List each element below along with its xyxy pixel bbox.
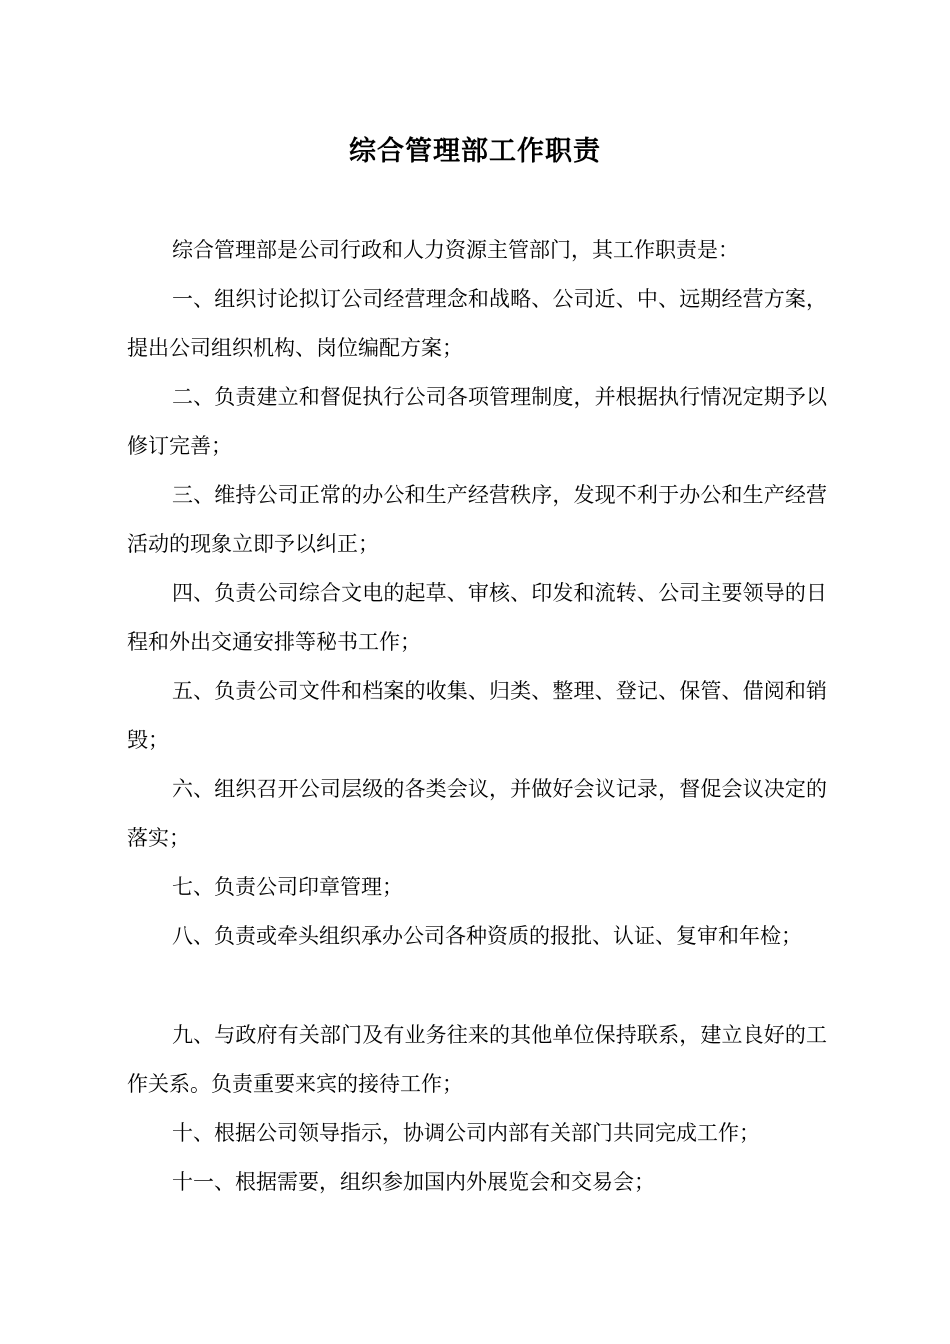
paragraph-item-11: 十一、根据需要，组织参加国内外展览会和交易会； bbox=[172, 1170, 655, 1194]
paragraph-item-2: 二、负责建立和督促执行公司各项管理制度，并根据执行情况定期予以修订完善； bbox=[127, 385, 827, 458]
document-body bbox=[127, 226, 827, 1207]
paragraph-item-7: 七、负责公司印章管理； bbox=[172, 875, 403, 899]
paragraph-item-8: 八、负责或牵头组织承办公司各种资质的报批、认证、复审和年检； bbox=[172, 924, 802, 948]
page-title: 综合管理部工作职责 bbox=[349, 136, 601, 167]
paragraph-item-3: 三、维持公司正常的办公和生产经营秩序，发现不利于办公和生产经营活动的现象立即予以纠正； bbox=[127, 483, 827, 556]
paragraph-item-9: 九、与政府有关部门及有业务往来的其他单位保持联系，建立良好的工作关系。负责重要来宾的接待工作； bbox=[127, 1023, 827, 1096]
paragraph-item-4: 四、负责公司综合文电的起草、审核、印发和流转、公司主要领导的日程和外出交通安排等秘书工作； bbox=[127, 581, 827, 654]
paragraph-item-6: 六、组织召开公司层级的各类会议，并做好会议记录，督促会议决定的落实； bbox=[127, 777, 827, 850]
paragraph-intro: 综合管理部是公司行政和人力资源主管部门，其工作职责是： bbox=[172, 238, 739, 262]
paragraph-item-1: 一、组织讨论拟订公司经营理念和战略、公司近、中、远期经营方案，提出公司组织机构、岗位编配方案； bbox=[127, 287, 827, 360]
paragraph-item-10: 十、根据公司领导指示，协调公司内部有关部门共同完成工作； bbox=[172, 1121, 760, 1145]
paragraph-item-5: 五、负责公司文件和档案的收集、归类、整理、登记、保管、借阅和销毁； bbox=[127, 679, 827, 752]
